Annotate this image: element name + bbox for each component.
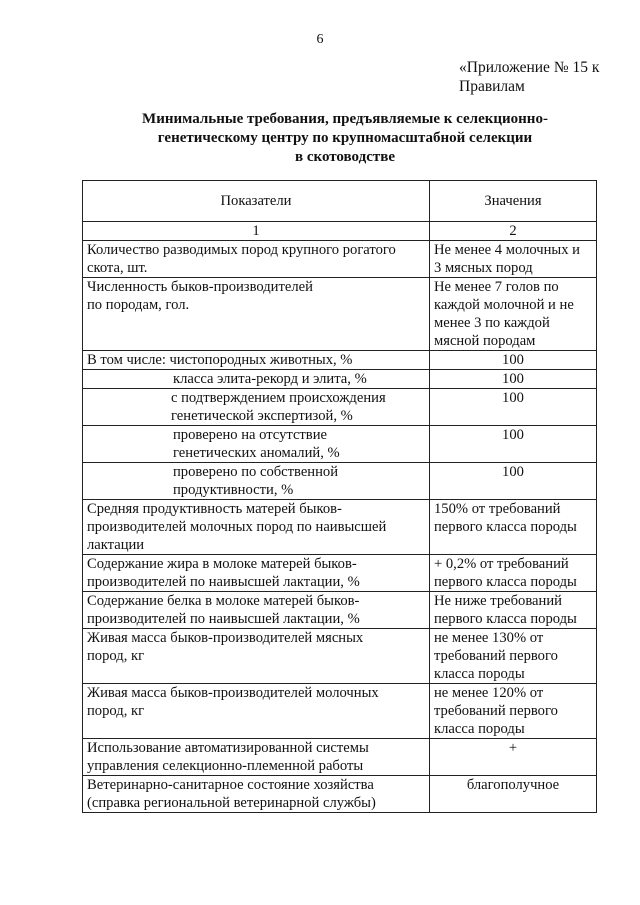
cell-line: менее 3 по каждой: [434, 315, 550, 331]
table-row: [83, 241, 597, 278]
cell-line: проверено по собственной: [173, 464, 339, 480]
table-row: [83, 389, 597, 426]
value-cell: [430, 684, 597, 739]
column-number: 1: [83, 222, 430, 241]
title-line: Минимальные требования, предъявляемые к селекционно-: [142, 111, 548, 127]
cell-line: 150% от требований: [434, 501, 561, 517]
table-row: [83, 278, 597, 351]
indicator-cell: [83, 500, 430, 555]
table-row: [83, 592, 597, 629]
value-cell: [430, 629, 597, 684]
indicator-cell: [83, 351, 430, 370]
indicator-cell: [83, 426, 430, 463]
cell-line: пород, кг: [87, 703, 145, 719]
value-cell: +: [430, 739, 597, 776]
table-row: [83, 684, 597, 739]
appendix-reference: [459, 58, 599, 96]
cell-line: первого класса породы: [434, 611, 577, 627]
cell-line: генетической экспертизой, %: [171, 408, 353, 424]
cell-line: производителей по наивысшей лактации, %: [87, 574, 360, 590]
appendix-line: «Приложение № 15 к: [459, 59, 600, 76]
table-row: [83, 426, 597, 463]
indicator-cell: [83, 278, 430, 351]
value-cell: благополучное: [430, 776, 597, 813]
cell-line: класса элита-рекорд и элита, %: [173, 371, 367, 387]
cell-line: Количество разводимых пород крупного рогатого: [87, 242, 396, 258]
table-row: [83, 629, 597, 684]
cell-line: пород, кг: [87, 648, 145, 664]
value-cell: [430, 592, 597, 629]
indicator-cell: [83, 739, 430, 776]
cell-line: класса породы: [434, 666, 525, 682]
cell-line: Не ниже требований: [434, 593, 562, 609]
cell-line: проверено на отсутствие: [173, 427, 327, 443]
cell-line: Использование автоматизированной системы: [87, 740, 369, 756]
cell-line: не менее 130% от: [434, 630, 544, 646]
value-cell: 100: [430, 426, 597, 463]
cell-line: лактации: [87, 537, 145, 553]
value-cell: [430, 500, 597, 555]
appendix-line: Правилам: [459, 78, 525, 95]
cell-line: Средняя продуктивность матерей быков-: [87, 501, 342, 517]
cell-line: В том числе: чистопородных животных, %: [87, 352, 353, 368]
cell-line: не менее 120% от: [434, 685, 544, 701]
indicator-cell: [83, 463, 430, 500]
cell-line: Содержание белка в молоке матерей быков-: [87, 593, 360, 609]
value-cell: [430, 241, 597, 278]
cell-line: Содержание жира в молоке матерей быков-: [87, 556, 357, 572]
title-line: в скотоводстве: [295, 149, 395, 165]
cell-line: Живая масса быков-производителей молочных: [87, 685, 379, 701]
indicator-cell: [83, 776, 430, 813]
column-number: 2: [430, 222, 597, 241]
cell-line: производителей по наивысшей лактации, %: [87, 611, 360, 627]
column-number-row: [83, 222, 597, 241]
indicator-cell: [83, 370, 430, 389]
title-line: генетическому центру по крупномасштабной селекции: [157, 130, 533, 146]
table-row: [83, 370, 597, 389]
cell-line: 3 мясных пород: [434, 260, 533, 276]
document-title: [80, 110, 610, 167]
table-row: [83, 500, 597, 555]
indicator-cell: [83, 241, 430, 278]
cell-line: требований первого: [434, 703, 558, 719]
cell-line: производителей молочных пород по наивысшей: [87, 519, 387, 535]
indicator-cell: [83, 592, 430, 629]
cell-line: с подтверждением происхождения: [171, 390, 386, 406]
table-row: [83, 776, 597, 813]
cell-line: класса породы: [434, 721, 525, 737]
cell-line: управления селекционно-племенной работы: [87, 758, 364, 774]
cell-line: первого класса породы: [434, 574, 577, 590]
cell-line: (справка региональной ветеринарной службы): [87, 795, 376, 811]
indicator-cell: [83, 389, 430, 426]
table-row: [83, 739, 597, 776]
cell-line: Живая масса быков-производителей мясных: [87, 630, 364, 646]
cell-line: Не менее 7 голов по: [434, 279, 559, 295]
cell-line: мясной породам: [434, 333, 536, 349]
cell-line: по породам, гол.: [87, 297, 190, 313]
requirements-table: [82, 180, 597, 813]
cell-line: требований первого: [434, 648, 558, 664]
indicator-cell: [83, 629, 430, 684]
cell-line: + 0,2% от требований: [434, 556, 569, 572]
table-row: [83, 463, 597, 500]
cell-line: Ветеринарно-санитарное состояние хозяйства: [87, 777, 374, 793]
value-cell: [430, 278, 597, 351]
page-number: 6: [316, 32, 324, 47]
cell-line: первого класса породы: [434, 519, 577, 535]
cell-line: продуктивности, %: [173, 482, 294, 498]
table-row: [83, 351, 597, 370]
cell-line: Численность быков-производителей: [87, 279, 313, 295]
value-cell: 100: [430, 370, 597, 389]
value-cell: 100: [430, 389, 597, 426]
header-values: Значения: [430, 181, 597, 222]
cell-line: генетических аномалий, %: [173, 445, 340, 461]
value-cell: 100: [430, 463, 597, 500]
value-cell: [430, 555, 597, 592]
table-header-row: [83, 181, 597, 222]
header-indicators: Показатели: [83, 181, 430, 222]
indicator-cell: [83, 684, 430, 739]
indicator-cell: [83, 555, 430, 592]
cell-line: Не менее 4 молочных и: [434, 242, 580, 258]
value-cell: 100: [430, 351, 597, 370]
cell-line: каждой молочной и не: [434, 297, 574, 313]
table-row: [83, 555, 597, 592]
cell-line: скота, шт.: [87, 260, 148, 276]
